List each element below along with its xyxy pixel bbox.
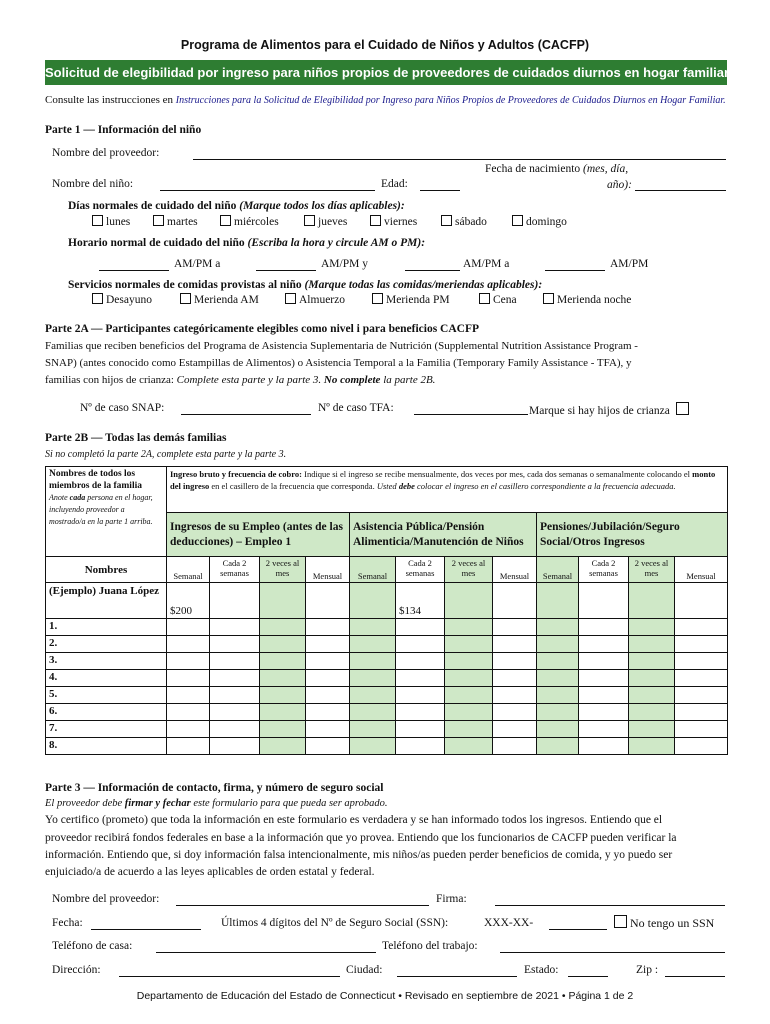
income-cell[interactable] [396,738,445,755]
freq-weekly: Semanal [537,557,579,583]
provider-name-label: Nombre del proveedor: [52,147,160,159]
income-cell[interactable] [260,619,306,636]
pensions-header: Pensiones/Jubilación/Seguro Social/Otros Ingresos [537,513,728,557]
work-phone-field[interactable] [500,952,725,953]
members-note-c: persona en el hogar, incluyendo proveedor a mostrado/a en la parte 1 arriba. [49,493,153,526]
income-cell[interactable] [350,636,396,653]
foster-checkbox[interactable] [529,402,692,417]
income-cell[interactable] [396,687,445,704]
employment-income-header: Ingresos de su Empleo (antes de las deducciones) – Empleo 1 [167,513,350,557]
snap-label: Nº de caso SNAP: [80,402,165,414]
state-field[interactable] [568,976,608,977]
freq-twice-monthly: 2 veces al mes [445,557,493,583]
income-note-g: colocar el ingreso en el casillero correspondiente a la frecuencia adecuada. [416,481,676,491]
members-note-b: cada [69,493,86,502]
day-label: miércoles [234,216,279,228]
income-cell[interactable] [445,670,493,687]
member-name-cell[interactable]: 7. [46,721,167,738]
checkbox-icon[interactable] [220,215,231,226]
income-cell[interactable] [167,636,210,653]
income-cell[interactable] [629,619,675,636]
income-cell[interactable] [350,721,396,738]
day-checkbox[interactable] [304,215,347,228]
part2a-line3-b: Complete esta parte y la parte 3. [176,374,322,386]
member-name-cell[interactable]: 1. [46,619,167,636]
freq-biweekly: Cada 2 semanas [396,557,445,583]
meal-checkbox[interactable] [180,293,259,306]
dob-field[interactable] [635,190,726,191]
income-cell[interactable] [306,636,350,653]
income-cell[interactable] [537,670,579,687]
income-cell[interactable] [579,619,629,636]
signature-label: Firma: [436,893,467,905]
instructions-line [45,94,726,106]
table-row [46,653,728,670]
income-cell[interactable] [675,704,728,721]
part2b-subheading: Si no completó la parte 2A, complete esta parte y la parte 3. [45,449,287,460]
members-note [49,492,163,528]
income-cell[interactable] [629,653,675,670]
income-cell[interactable] [537,704,579,721]
page-footer: Departamento de Educación del Estado de Connecticut • Revisado en septiembre de 2021 • Página 1 de 2 [136,990,634,1002]
hours-label-text: Horario normal de cuidado del niño [68,237,245,249]
income-cell[interactable] [493,619,537,636]
meal-label: Merienda noche [557,294,632,306]
ssn-prefix: XXX-XX- [484,917,534,929]
members-header: Nombres de todos los miembros de la familia [49,469,142,491]
income-cell[interactable] [396,636,445,653]
income-cell[interactable] [210,636,260,653]
meal-label: Desayuno [106,294,152,306]
table-cell [350,583,396,619]
certification-line1: Yo certifico (prometo) que toda la información en este formulario es verdadera y se han informado todos los ingresos. Entiendo que el [45,814,663,826]
income-cell[interactable] [306,619,350,636]
certification-line4: enjuiciado/a de acuerdo a las leyes aplicables de orden estatal y federal. [45,866,375,878]
income-cell[interactable] [579,687,629,704]
part2b-heading: Parte 2B — Todas las demás familias [45,432,227,444]
income-cell[interactable] [260,636,306,653]
members-note-a: Anote [49,493,68,502]
income-cell[interactable] [675,619,728,636]
income-cell[interactable] [445,738,493,755]
ampm-y: AM/PM y [321,258,368,270]
state-label: Estado: [524,964,559,976]
income-cell[interactable] [350,670,396,687]
checkbox-icon[interactable] [370,215,381,226]
part1-heading: Parte 1 — Información del niño [45,124,202,136]
freq-biweekly: Cada 2 semanas [579,557,629,583]
part3-heading: Parte 3 — Información de contacto, firma, y número de seguro social [45,782,384,794]
income-cell[interactable] [260,687,306,704]
income-cell[interactable] [445,653,493,670]
income-cell[interactable] [210,704,260,721]
member-rows [46,619,728,755]
income-note-c: monto del ingreso [170,469,716,491]
income-cell[interactable] [537,653,579,670]
table-cell [537,583,579,619]
day-label: sábado [455,216,487,228]
meal-checkbox[interactable] [372,293,450,306]
income-cell[interactable] [579,653,629,670]
income-cell[interactable] [350,738,396,755]
income-cell[interactable] [210,721,260,738]
ampm-end: AM/PM [610,258,649,270]
income-cell[interactable] [260,670,306,687]
member-name-cell[interactable]: 8. [46,738,167,755]
home-phone-field[interactable] [156,952,376,953]
meal-label: Cena [493,294,517,306]
table-row [46,738,728,755]
checkbox-icon[interactable] [614,915,627,928]
days-label-text: Días normales de cuidado del niño [68,200,237,212]
income-cell[interactable] [445,704,493,721]
day-checkbox[interactable] [220,215,279,228]
income-cell[interactable] [675,636,728,653]
meals-label [68,279,542,291]
income-note-a: Ingreso bruto y frecuencia de cobro: [170,469,302,479]
income-cell[interactable] [260,653,306,670]
part2a-line3 [45,374,435,386]
hours-start-1-field[interactable] [99,270,169,271]
address-field[interactable] [119,976,340,977]
dob-label-text: Fecha de nacimiento [485,163,581,175]
checkbox-icon[interactable] [479,293,490,304]
freq-weekly: Semanal [167,557,210,583]
income-cell[interactable] [445,721,493,738]
income-cell[interactable] [629,687,675,704]
part3-subheading [45,798,388,809]
income-cell[interactable] [675,670,728,687]
income-cell[interactable] [396,670,445,687]
income-cell[interactable] [675,687,728,704]
table-cell [445,583,493,619]
income-cell[interactable] [579,738,629,755]
member-name-cell[interactable]: 3. [46,653,167,670]
table-cell [260,583,306,619]
address-label: Dirección: [52,964,101,976]
table-cell [629,583,675,619]
meal-checkbox[interactable] [479,293,517,306]
p3-provider-label: Nombre del proveedor: [52,893,160,905]
day-checkbox[interactable] [153,215,198,228]
child-name-field[interactable] [160,190,375,191]
day-checkbox[interactable] [441,215,487,228]
income-cell[interactable] [350,619,396,636]
income-cell[interactable] [306,670,350,687]
zip-label: Zip : [636,964,659,976]
income-cell[interactable] [306,721,350,738]
income-cell[interactable] [493,636,537,653]
zip-field[interactable] [665,976,725,977]
checkbox-icon[interactable] [543,293,554,304]
form-banner: Solicitud de elegibilidad por ingreso para niños propios de proveedores de cuidados diurnos en hogar familiar [45,60,727,85]
income-cell[interactable] [629,738,675,755]
age-label: Edad: [381,178,408,190]
table-row [46,619,728,636]
income-cell[interactable] [260,721,306,738]
public-assistance-header: Asistencia Pública/Pensión Alimenticia/Manutención de Niños [350,513,537,557]
income-cell[interactable] [493,704,537,721]
ampm-a-2: AM/PM a [463,258,510,270]
checkbox-icon[interactable] [92,293,103,304]
example-value-employment: $200 [167,583,210,619]
hours-end-2-field[interactable] [545,270,605,271]
city-field[interactable] [397,976,517,977]
days-label [68,200,405,212]
example-value-assistance: $134 [396,583,445,619]
income-cell[interactable] [579,670,629,687]
no-ssn-label: No tengo un SSN [630,916,715,930]
date-label: Fecha: [52,917,83,929]
income-note-f: debe [398,481,415,491]
income-cell[interactable] [579,704,629,721]
day-label: viernes [384,216,418,228]
table-row [46,670,728,687]
part2a-line3-a: familias con hijos de crianza: [45,374,174,386]
p3-provider-field[interactable] [176,905,429,906]
table-row [46,721,728,738]
income-cell[interactable] [210,619,260,636]
income-cell[interactable] [445,619,493,636]
provider-name-field[interactable] [193,159,726,160]
income-cell[interactable] [306,738,350,755]
freq-biweekly: Cada 2 semanas [210,557,260,583]
income-cell[interactable] [675,721,728,738]
example-name: (Ejemplo) Juana López [46,583,167,619]
income-cell[interactable] [537,619,579,636]
part3-sub-a: El proveedor debe [45,798,123,809]
date-field[interactable] [91,929,201,930]
checkbox-icon[interactable] [304,215,315,226]
income-cell[interactable] [167,704,210,721]
dob-format: (mes, día, [583,163,629,175]
member-name-cell[interactable]: 6. [46,704,167,721]
income-cell[interactable] [396,619,445,636]
income-cell[interactable] [350,687,396,704]
income-cell[interactable] [493,721,537,738]
day-label: jueves [318,216,348,228]
freq-weekly: Semanal [350,557,396,583]
income-cell[interactable] [445,687,493,704]
checkbox-icon[interactable] [285,293,296,304]
certification-line2: proveedor recibirá fondos federales en base a la información que yo provea. Entiendo que los funcionarios de CACFP pueden verificar la [45,832,677,844]
checkbox-icon[interactable] [153,215,164,226]
day-label: domingo [526,216,567,228]
income-cell[interactable] [306,687,350,704]
income-cell[interactable] [167,738,210,755]
income-cell[interactable] [579,636,629,653]
income-cell[interactable] [350,704,396,721]
member-name-cell[interactable]: 5. [46,687,167,704]
income-cell[interactable] [210,738,260,755]
part2a-line2: SNAP) (antes conocido como Estampillas de Alimentos) o Asistencia Temporal a la Familia (Temporary Family Assistance - TFA), y [45,357,632,369]
income-cell[interactable] [493,670,537,687]
home-phone-label: Teléfono de casa: [52,940,133,952]
income-cell[interactable] [537,721,579,738]
work-phone-label: Teléfono del trabajo: [382,940,478,952]
income-cell[interactable] [306,653,350,670]
income-cell[interactable] [260,738,306,755]
member-name-cell[interactable]: 2. [46,636,167,653]
freq-twice-monthly: 2 veces al mes [629,557,675,583]
part2a-line3-c: No complete [323,374,381,386]
freq-twice-monthly: 2 veces al mes [260,557,306,583]
income-cell[interactable] [493,687,537,704]
freq-monthly: Mensual [306,557,350,583]
income-table [45,466,728,755]
part2a-line3-d: la parte 2B. [383,374,436,386]
income-cell[interactable] [210,653,260,670]
income-cell[interactable] [493,653,537,670]
meal-checkbox[interactable] [285,293,345,306]
form-title: Programa de Alimentos para el Cuidado de Niños y Adultos (CACFP) [180,38,590,52]
day-checkbox[interactable] [512,215,567,228]
tfa-case-field[interactable] [414,414,528,415]
names-column-header: Nombres [46,557,167,583]
income-cell[interactable] [210,670,260,687]
income-cell[interactable] [167,653,210,670]
table-row [46,704,728,721]
part2a-heading: Parte 2A — Participantes categóricamente elegibles como nivel i para beneficios CACFP [45,323,480,335]
income-cell[interactable] [167,687,210,704]
hours-label [68,237,425,249]
income-cell[interactable] [396,721,445,738]
income-note-cell [167,467,728,513]
day-checkbox[interactable] [370,215,417,228]
hours-end-1-field[interactable] [256,270,316,271]
income-cell[interactable] [396,653,445,670]
freq-monthly: Mensual [493,557,537,583]
income-cell[interactable] [493,738,537,755]
income-cell[interactable] [210,687,260,704]
income-cell[interactable] [537,738,579,755]
meal-label: Almuerzo [299,294,345,306]
meal-checkbox[interactable] [543,293,631,306]
example-row [46,583,728,619]
income-cell[interactable] [537,636,579,653]
income-cell[interactable] [629,704,675,721]
income-cell[interactable] [350,653,396,670]
part3-sub-b: firmar y fechar [124,798,191,809]
foster-label: Marque si hay hijos de crianza [529,405,670,417]
income-cell[interactable] [260,704,306,721]
child-name-label: Nombre del niño: [52,178,134,190]
day-label: lunes [106,216,131,228]
no-ssn-checkbox[interactable] [614,915,714,931]
tfa-label: Nº de caso TFA: [318,402,394,414]
hours-instructions: (Escriba la hora y circule AM o PM): [247,237,426,249]
table-cell [493,583,537,619]
day-label: martes [167,216,198,228]
meal-label: Merienda AM [194,294,259,306]
income-cell[interactable] [306,704,350,721]
income-cell[interactable] [579,721,629,738]
checkbox-icon[interactable] [441,215,452,226]
checkbox-icon[interactable] [512,215,523,226]
checkbox-icon[interactable] [180,293,191,304]
income-cell[interactable] [675,738,728,755]
part3-sub-c: este formulario para que pueda ser aprobado. [193,798,388,809]
instructions-prefix: Consulte las instrucciones en [45,94,174,106]
income-cell[interactable] [396,704,445,721]
income-note-b: Indique si el ingreso se recibe mensualmente, dos veces por mes, cada dos semanas o semanalmente colocando el [304,469,691,479]
ssn-field[interactable] [549,929,607,930]
checkbox-icon[interactable] [676,402,689,415]
ampm-a-1: AM/PM a [174,258,221,270]
signature-field[interactable] [495,905,725,906]
meals-label-text: Servicios normales de comidas provistas al niño [68,279,302,291]
income-note-d: en el casillero de la frecuencia que corresponda. [211,481,375,491]
meal-label: Merienda PM [386,294,450,306]
income-cell[interactable] [445,636,493,653]
member-name-cell[interactable]: 4. [46,670,167,687]
table-cell [306,583,350,619]
income-cell[interactable] [675,653,728,670]
income-cell[interactable] [167,670,210,687]
income-cell[interactable] [537,687,579,704]
age-field[interactable] [420,190,460,191]
income-cell[interactable] [167,619,210,636]
table-cell [210,583,260,619]
city-label: Ciudad: [346,964,383,976]
day-checkbox[interactable] [92,215,130,228]
income-cell[interactable] [629,636,675,653]
table-cell [675,583,728,619]
days-instructions: (Marque todos los días aplicables): [239,200,405,212]
checkbox-icon[interactable] [92,215,103,226]
dob-label [485,163,628,175]
meals-instructions: (Marque todas las comidas/meriendas aplicables): [304,279,543,291]
freq-monthly: Mensual [675,557,728,583]
table-row [46,636,728,653]
income-cell[interactable] [629,670,675,687]
income-note-e: Usted [376,481,397,491]
part2a-line1: Familias que reciben beneficios del Programa de Asistencia Suplementaria de Nutrición (Supplemental Nutrition Assistance Program - [45,340,638,352]
members-header-cell [46,467,167,557]
checkbox-icon[interactable] [372,293,383,304]
table-row [46,687,728,704]
ssn-label: Últimos 4 dígitos del Nº de Seguro Social (SSN): [221,917,449,929]
snap-case-field[interactable] [181,414,311,415]
dob-format-year: año): [607,179,632,191]
table-cell [579,583,629,619]
meal-checkbox[interactable] [92,293,152,306]
income-cell[interactable] [629,721,675,738]
certification-line3: información. Entiendo que, si doy información falsa intencionalmente, mis niños/as pueden perder beneficios de comida, y yo puedo ser [45,849,673,861]
instructions-link[interactable]: Instrucciones para la Solicitud de Elegibilidad por Ingreso para Niños Propios de Proveedores de Cuidados Diurnos en Hogar Familiar. [175,95,726,106]
hours-start-2-field[interactable] [405,270,460,271]
income-cell[interactable] [167,721,210,738]
